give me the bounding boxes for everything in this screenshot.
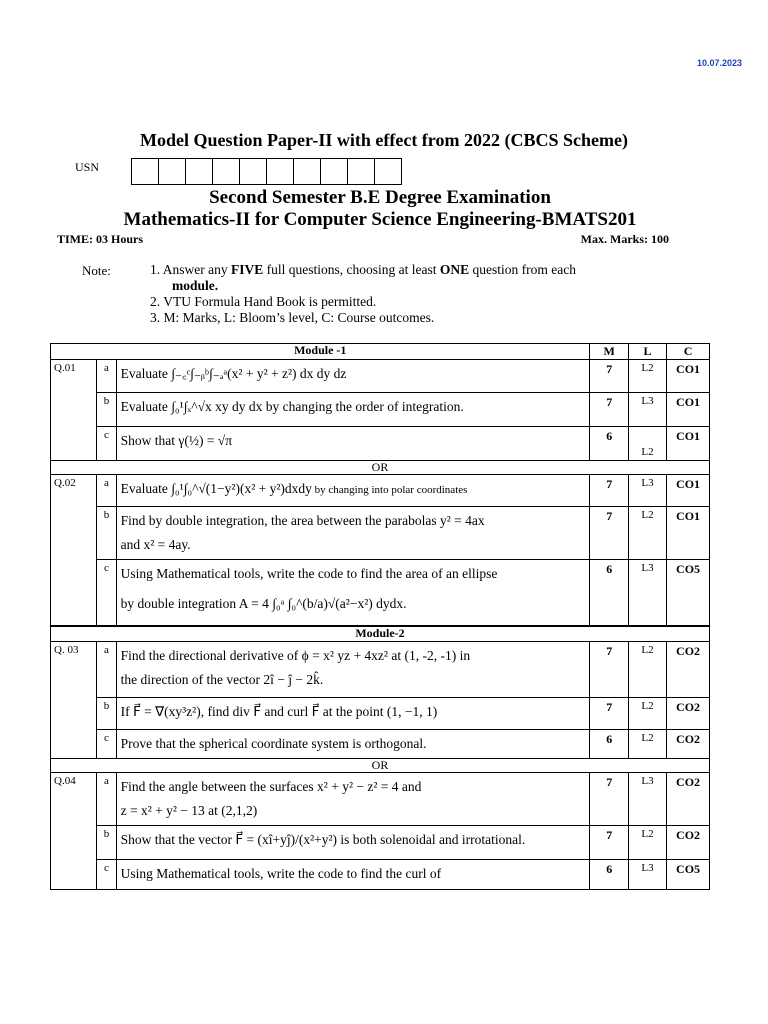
question-text: Find by double integration, the area between the parabolas y² = 4ax and x² = 4ay. — [116, 507, 590, 560]
sub-question: c — [97, 560, 116, 626]
time-allowed: TIME: 03 Hours — [57, 232, 144, 246]
marks: 7 — [590, 507, 629, 560]
question-text: Using Mathematical tools, write the code to find the area of an ellipse by double integration A = 4 ∫₀ᵃ ∫₀^(b/a)√(a²−x²) dydx. — [116, 560, 590, 626]
table-row — [51, 507, 710, 560]
note-3: 3. M: Marks, L: Bloom’s level, C: Course outcomes. — [150, 310, 435, 325]
course-outcome: CO2 — [667, 697, 710, 729]
table-row — [51, 393, 710, 427]
question-text: Show that the vector F⃗ = (xî+yĵ)/(x²+y²) is both solenoidal and irrotational. — [116, 825, 590, 859]
marks: 7 — [590, 360, 629, 393]
sub-question: c — [97, 729, 116, 758]
course-outcome: CO1 — [667, 475, 710, 507]
co-header: C — [667, 344, 710, 360]
question-text: Find the angle between the surfaces x² + y² − z² = 4 and z = x² + y² − 13 at (2,1,2) — [116, 772, 590, 825]
marks-header: M — [590, 344, 629, 360]
question-table — [50, 343, 710, 890]
or-divider: OR — [51, 758, 710, 772]
sub-question: b — [97, 697, 116, 729]
module-1-header: Module -1 — [51, 344, 590, 360]
date-stamp: 10.07.2023 — [697, 58, 743, 68]
course-outcome: CO1 — [667, 427, 710, 461]
sub-question: c — [97, 427, 116, 461]
usn-box[interactable] — [374, 158, 402, 185]
bloom-level: L2 — [628, 729, 666, 758]
marks: 6 — [590, 427, 629, 461]
note-1: 1. Answer any FIVE full questions, choosing at least ONE question from each module. — [150, 262, 576, 293]
table-row — [51, 475, 710, 507]
table-row — [51, 825, 710, 859]
usn-box[interactable] — [320, 158, 348, 185]
bloom-level: L2 — [628, 360, 666, 393]
course-outcome: CO2 — [667, 729, 710, 758]
table-row — [51, 859, 710, 889]
course-outcome: CO5 — [667, 560, 710, 626]
bloom-level: L3 — [628, 859, 666, 889]
question-number: Q.01 — [51, 360, 97, 461]
question-text: Show that γ(½) = √π — [116, 427, 590, 461]
bloom-level: L3 — [628, 475, 666, 507]
sub-question: b — [97, 393, 116, 427]
question-text: Find the directional derivative of ϕ = x² yz + 4xz² at (1, -2, -1) in the direction of the vector 2î − ĵ − 2k̂. — [116, 641, 590, 697]
table-row — [51, 427, 710, 461]
max-marks: Max. Marks: 100 — [580, 232, 669, 246]
note-list — [150, 262, 670, 326]
model-paper-title: Model Question Paper-II with effect from 2022 (CBCS Scheme) — [140, 130, 628, 150]
question-text: If F⃗ = ∇(xy³z²), find div F⃗ and curl F⃗ at the point (1, −1, 1) — [116, 697, 590, 729]
module-2-header: Module-2 — [51, 626, 710, 642]
bloom-level: L2 — [628, 427, 666, 461]
marks: 7 — [590, 772, 629, 825]
table-row — [51, 360, 710, 393]
course-outcome: CO2 — [667, 641, 710, 697]
course-outcome: CO2 — [667, 772, 710, 825]
question-number: Q.04 — [51, 772, 97, 889]
sub-question: a — [97, 360, 116, 393]
question-number: Q. 03 — [51, 641, 97, 758]
question-text: Evaluate ∫₀¹∫₀^√(1−y²)(x² + y²)dxdy by changing into polar coordinates — [116, 475, 590, 507]
note-label: Note: — [82, 263, 111, 278]
marks: 7 — [590, 641, 629, 697]
question-text: Evaluate ∫₋꜀ᶜ∫₋ᵦᵇ∫₋ₐᵃ(x² + y² + z²) dx dy dz — [116, 360, 590, 393]
bloom-level: L3 — [628, 772, 666, 825]
usn-box[interactable] — [185, 158, 213, 185]
question-number: Q.02 — [51, 475, 97, 626]
table-row — [51, 641, 710, 697]
sub-question: a — [97, 475, 116, 507]
usn-boxes — [132, 158, 402, 185]
course-outcome: CO1 — [667, 393, 710, 427]
usn-label: USN — [75, 160, 100, 174]
table-row — [51, 772, 710, 825]
marks: 7 — [590, 697, 629, 729]
sub-question: b — [97, 825, 116, 859]
exam-title: Second Semester B.E Degree Examination — [209, 187, 551, 208]
bloom-level: L3 — [628, 393, 666, 427]
marks: 6 — [590, 859, 629, 889]
sub-question: b — [97, 507, 116, 560]
marks: 7 — [590, 825, 629, 859]
marks: 7 — [590, 393, 629, 427]
sub-question: c — [97, 859, 116, 889]
course-outcome: CO2 — [667, 825, 710, 859]
bloom-level: L2 — [628, 697, 666, 729]
level-header: L — [628, 344, 666, 360]
usn-box[interactable] — [212, 158, 240, 185]
usn-box[interactable] — [239, 158, 267, 185]
or-divider: OR — [51, 461, 710, 475]
marks: 6 — [590, 729, 629, 758]
subject-title: Mathematics-II for Computer Science Engineering-BMATS201 — [123, 209, 637, 230]
usn-box[interactable] — [131, 158, 159, 185]
table-row — [51, 697, 710, 729]
course-outcome: CO5 — [667, 859, 710, 889]
usn-box[interactable] — [266, 158, 294, 185]
note-2: 2. VTU Formula Hand Book is permitted. — [150, 294, 377, 309]
question-text: Using Mathematical tools, write the code to find the curl of — [116, 859, 590, 889]
usn-box[interactable] — [347, 158, 375, 185]
marks: 7 — [590, 475, 629, 507]
bloom-level: L2 — [628, 641, 666, 697]
question-text: Prove that the spherical coordinate system is orthogonal. — [116, 729, 590, 758]
sub-question: a — [97, 772, 116, 825]
table-row — [51, 729, 710, 758]
marks: 6 — [590, 560, 629, 626]
table-row — [51, 560, 710, 626]
bloom-level: L2 — [628, 507, 666, 560]
course-outcome: CO1 — [667, 360, 710, 393]
question-text: Evaluate ∫₀¹∫ₓ^√x xy dy dx by changing the order of integration. — [116, 393, 590, 427]
sub-question: a — [97, 641, 116, 697]
bloom-level: L2 — [628, 825, 666, 859]
course-outcome: CO1 — [667, 507, 710, 560]
bloom-level: L3 — [628, 560, 666, 626]
usn-box[interactable] — [293, 158, 321, 185]
usn-box[interactable] — [158, 158, 186, 185]
